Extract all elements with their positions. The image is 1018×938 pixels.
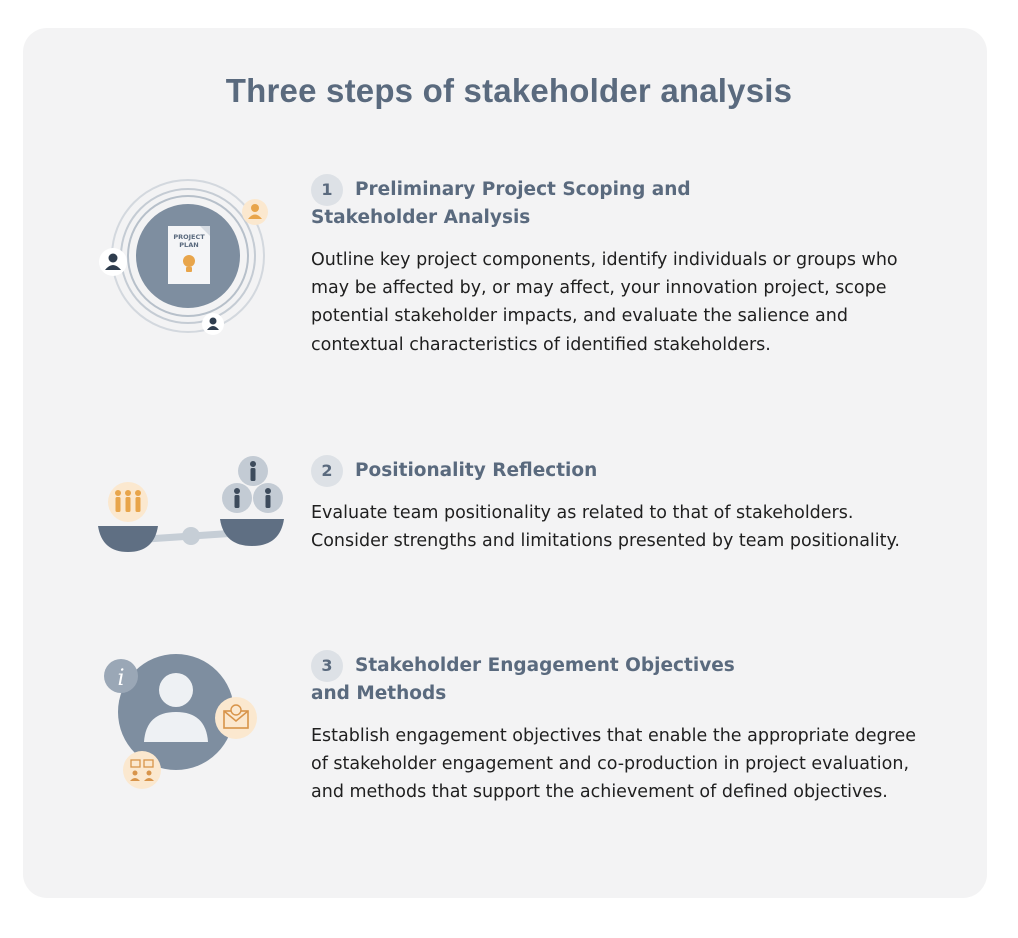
- step-number-badge: 3: [311, 650, 343, 682]
- stakeholder-avatar-left-icon: [99, 248, 127, 276]
- document-icon: [168, 226, 210, 284]
- stakeholder-avatar-bottom-icon: [202, 313, 224, 335]
- step-title: Stakeholder Engagement Objectives and Methods: [311, 655, 735, 704]
- info-icon: [104, 659, 138, 693]
- svg-text:i: i: [117, 666, 125, 691]
- stakeholder-avatar-orange-icon: [242, 199, 268, 225]
- step-description: Outline key project components, identify individuals or groups who may be affected by, or may affect, your innovation project, scope potential stakeholder impacts, and evaluate the salience and contextual characteristics of identified stakeholders.: [311, 250, 898, 355]
- step-number-badge: 2: [311, 455, 343, 487]
- step-description: Establish engagement objectives that enable the appropriate degree of stakeholder engagement and co-production in project evaluation, and methods that support the achievement of defined objectives.: [311, 726, 916, 803]
- step-number-badge: 1: [311, 174, 343, 206]
- meeting-icon: [123, 751, 161, 789]
- step-1-header: [311, 174, 951, 232]
- step-2-header: [311, 455, 951, 485]
- positionality-balance-illustration: [92, 452, 292, 562]
- step-description: Evaluate team positionality as related to that of stakeholders. Consider strengths and limitations presented by team positionality.: [311, 503, 900, 552]
- step-3-header: [311, 650, 951, 708]
- engagement-methods-illustration: [100, 650, 270, 800]
- step-title: Positionality Reflection: [355, 460, 598, 481]
- step-title: Preliminary Project Scoping and Stakeholder Analysis: [311, 179, 691, 228]
- project-plan-illustration: [92, 172, 282, 340]
- stakeholders-icon: [222, 456, 283, 513]
- page-title: Three steps of stakeholder analysis: [225, 72, 793, 109]
- svg-text:PROJECT: PROJECT: [173, 233, 205, 241]
- svg-text:PLAN: PLAN: [179, 241, 199, 249]
- email-icon: [215, 697, 257, 739]
- team-group-icon: [108, 482, 148, 522]
